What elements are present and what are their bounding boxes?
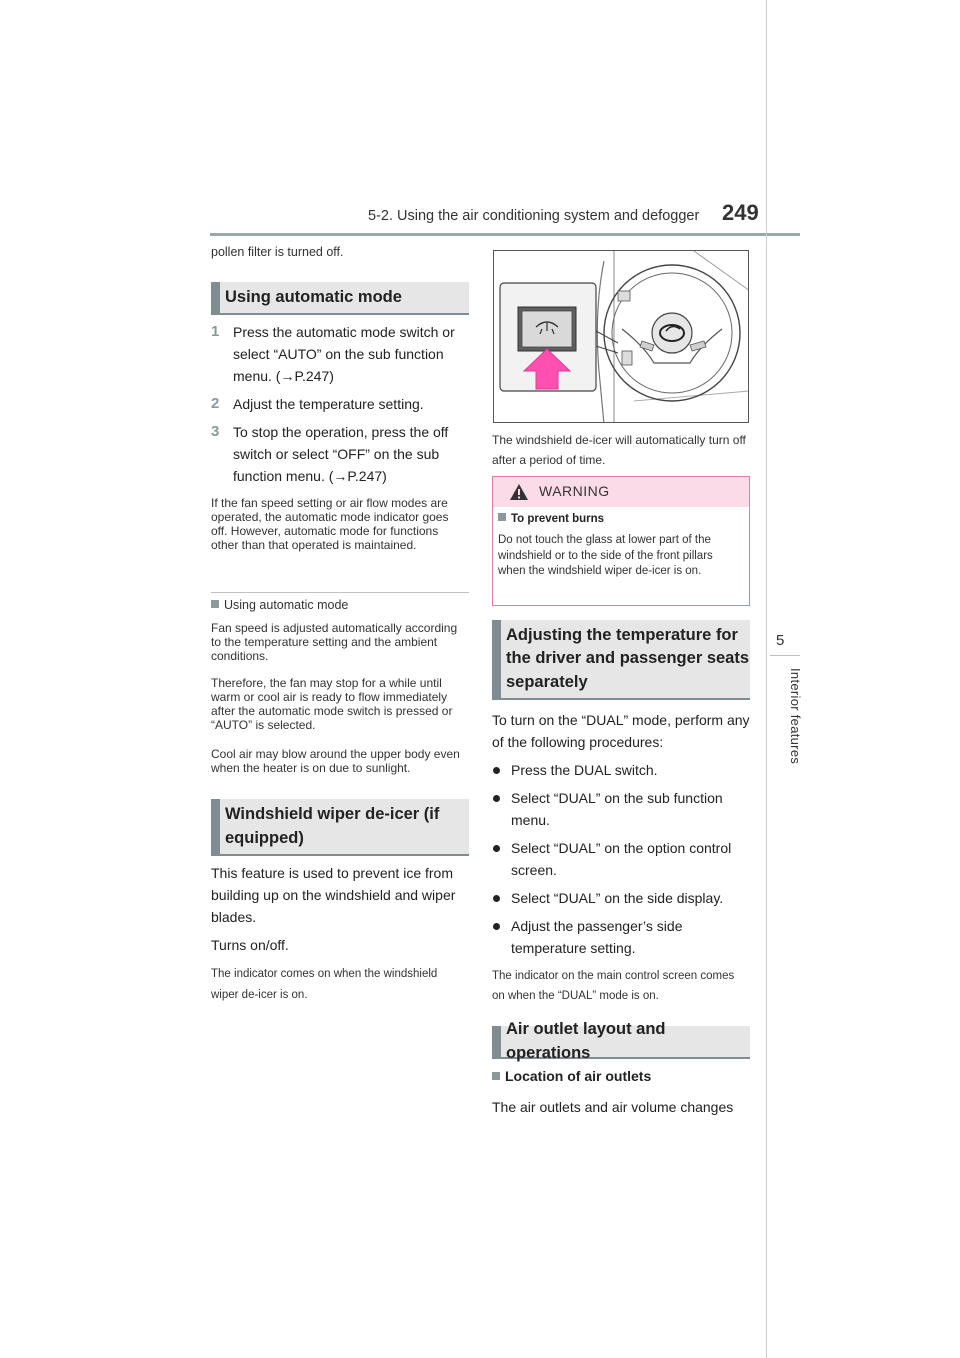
dual-note: The indicator on the main control screen comes on when the “DUAL” mode is on. bbox=[492, 970, 735, 1002]
heading-text: Using automatic mode bbox=[225, 287, 402, 306]
list-item: Select “DUAL” on the option control screen. bbox=[493, 837, 755, 881]
step-1 bbox=[211, 321, 473, 387]
bullet-icon bbox=[493, 895, 500, 902]
deicer-switch-illustration bbox=[493, 250, 749, 423]
heading-automatic-mode bbox=[211, 282, 469, 315]
bullet-icon bbox=[493, 923, 500, 930]
heading-text-line-2: the driver and passenger seats bbox=[506, 649, 750, 668]
dual-intro: To turn on the “DUAL” mode, perform any of the following procedures: bbox=[492, 712, 750, 750]
list-item: Adjust the passenger’s side temperature setting. bbox=[493, 915, 755, 959]
list-item: Press the DUAL switch. bbox=[493, 759, 755, 781]
list-item: Select “DUAL” on the sub function menu. bbox=[493, 787, 755, 831]
heading-text-line-2: equipped) bbox=[225, 828, 304, 847]
bullet-icon bbox=[493, 767, 500, 774]
step-text: Press the automatic mode switch or select “AUTO” on the sub function menu. (→P.247) bbox=[233, 324, 455, 384]
info-paragraph-1: Fan speed is adjusted automatically according to the temperature setting and the ambient conditions. bbox=[211, 621, 458, 663]
indicator-note: The indicator comes on when the windshield wiper de-icer is on. bbox=[211, 968, 438, 1001]
warning-triangle-icon bbox=[509, 483, 529, 501]
figure-caption: The windshield de-icer will automatically turn off after a period of time. bbox=[492, 433, 746, 467]
page-number: 249 bbox=[722, 200, 759, 225]
warning-box bbox=[492, 476, 750, 606]
step-text: To stop the operation, press the off switch or select “OFF” on the sub function menu. (→P.247) bbox=[233, 424, 449, 484]
warning-subtitle: To prevent burns bbox=[498, 513, 604, 525]
deicer-description: This feature is used to prevent ice from building up on the windshield and wiper blades. bbox=[211, 865, 456, 925]
list-item: Select “DUAL” on the side display. bbox=[493, 887, 755, 909]
square-bullet-icon bbox=[498, 513, 506, 521]
header-rule bbox=[210, 233, 800, 236]
warning-body: Do not touch the glass at lower part of the windshield or to the side of the front pillars when the windshield wiper de-icer is on. bbox=[498, 534, 713, 577]
heading-windshield-deicer bbox=[211, 799, 469, 856]
bullet-icon bbox=[493, 845, 500, 852]
heading-text-line-1: Windshield wiper de-icer (if bbox=[225, 805, 440, 823]
heading-text-line-1: Adjusting the temperature for bbox=[506, 625, 738, 644]
bullet-icon bbox=[493, 795, 500, 802]
auto-note: If the fan speed setting or air flow modes are operated, the automatic mode indicator goes off. However, automatic mode for functions other than that operated is maintained. bbox=[211, 496, 449, 552]
side-tab-line bbox=[766, 0, 767, 1358]
step-number: 1 bbox=[211, 323, 220, 340]
location-title: Location of air outlets bbox=[492, 1068, 651, 1084]
info-paragraph-3: Cool air may blow around the upper body even when the heater is on due to sunlight. bbox=[211, 747, 460, 775]
square-bullet-icon bbox=[492, 1072, 500, 1080]
warning-label: WARNING bbox=[539, 483, 610, 499]
info-paragraph-2: Therefore, the fan may stop for a while until warm or cool air is ready to flow immediately after the automatic mode switch is pressed or “AUTO” is selected. bbox=[211, 676, 453, 732]
step-number: 2 bbox=[211, 395, 220, 412]
chapter-number: 5 bbox=[776, 632, 785, 649]
square-bullet-icon bbox=[211, 600, 219, 608]
step-text: Adjust the temperature setting. bbox=[233, 396, 424, 412]
chapter-name: Interior features bbox=[788, 668, 803, 765]
chapter-rule bbox=[770, 655, 800, 656]
outlet-text: The air outlets and air volume changes bbox=[492, 1099, 734, 1115]
section-title: 5-2. Using the air conditioning system and defogger bbox=[368, 208, 700, 224]
dashboard-illustration bbox=[494, 251, 749, 423]
intro-text: pollen filter is turned off. bbox=[211, 245, 344, 259]
heading-text-line-3: separately bbox=[506, 672, 588, 691]
heading-dual-temperature bbox=[492, 620, 750, 700]
step-2 bbox=[211, 393, 473, 415]
heading-air-outlet bbox=[492, 1020, 750, 1062]
step-number: 3 bbox=[211, 423, 220, 440]
turns-on-off-text: Turns on/off. bbox=[211, 937, 289, 953]
warning-header bbox=[493, 477, 749, 507]
step-3 bbox=[211, 421, 473, 487]
heading-text: Air outlet layout and operations bbox=[506, 1020, 666, 1062]
info-title: Using automatic mode bbox=[211, 598, 348, 612]
info-divider bbox=[211, 592, 469, 593]
